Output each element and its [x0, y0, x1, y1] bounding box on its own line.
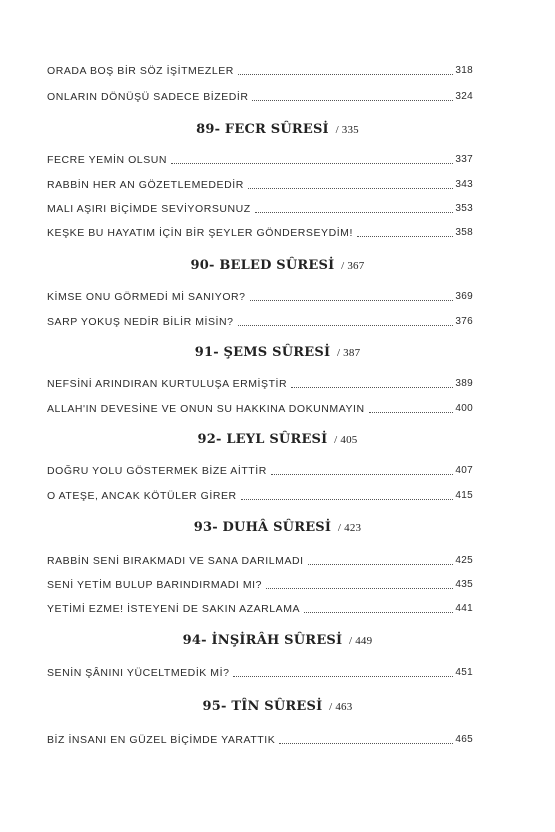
entry-page-number: 465 — [455, 734, 473, 745]
toc-entry — [47, 62, 473, 78]
entry-page-number: 451 — [455, 667, 473, 678]
toc-entry — [47, 151, 473, 167]
dot-leader — [271, 474, 454, 475]
entry-title: ORADA BOŞ BİR SÖZ İŞİTMEZLER — [47, 65, 234, 77]
dot-leader — [233, 676, 453, 677]
toc-entry — [47, 200, 473, 216]
dot-leader — [241, 499, 454, 500]
toc-entry — [47, 600, 473, 616]
section-page-number: / 449 — [349, 635, 373, 647]
section-heading — [0, 699, 555, 714]
toc-entry — [47, 88, 473, 104]
entry-title: ONLARIN DÖNÜŞÜ SADECE BİZEDİR — [47, 91, 249, 103]
toc-entry — [47, 224, 473, 240]
dot-leader — [357, 236, 453, 237]
entry-title: YETİMİ EZME! İSTEYENİ DE SAKIN AZARLAMA — [47, 603, 301, 615]
entry-page-number: 324 — [455, 91, 473, 102]
entry-page-number: 407 — [455, 465, 473, 476]
section-title: 91- ŞEMS SÛRESİ — [194, 345, 331, 360]
section-heading — [0, 345, 555, 360]
toc-entry — [47, 375, 473, 391]
entry-page-number: 318 — [455, 65, 473, 76]
entry-title: ALLAH'IN DEVESİNE VE ONUN SU HAKKINA DOKUNMAYIN — [47, 403, 365, 415]
toc-entry — [47, 487, 473, 503]
section-heading — [0, 122, 555, 137]
section-page-number: / 387 — [336, 347, 361, 359]
toc-entry — [47, 313, 473, 329]
section-title: 95- TÎN SÛRESİ — [202, 699, 323, 714]
entry-page-number: 441 — [455, 603, 473, 614]
dot-leader — [171, 163, 453, 164]
section-title: 92- LEYL SÛRESİ — [197, 432, 328, 447]
dot-leader — [308, 564, 454, 565]
entry-page-number: 343 — [455, 179, 473, 190]
entry-title: RABBİN SENİ BIRAKMADI VE SANA DARILMADI — [47, 555, 304, 567]
section-heading — [0, 633, 555, 648]
entry-page-number: 415 — [455, 490, 473, 501]
dot-leader — [250, 300, 454, 301]
dot-leader — [248, 188, 454, 189]
toc-entry — [47, 731, 473, 747]
toc-entry — [47, 288, 473, 304]
entry-page-number: 337 — [455, 154, 473, 165]
section-title: 89- FECR SÛRESİ — [196, 122, 329, 137]
entry-page-number: 400 — [455, 403, 473, 414]
section-page-number: / 423 — [337, 522, 362, 534]
toc-entry — [47, 400, 473, 416]
entry-page-number: 369 — [455, 291, 473, 302]
dot-leader — [369, 412, 454, 413]
entry-title: KEŞKE BU HAYATIM İÇİN BİR ŞEYLER GÖNDERSEYDİM! — [47, 227, 353, 239]
section-page-number: / 463 — [329, 701, 353, 713]
entry-title: NEFSİNİ ARINDIRAN KURTULUŞA ERMİŞTİR — [47, 378, 288, 390]
dot-leader — [238, 74, 453, 75]
section-page-number: / 405 — [334, 434, 358, 446]
entry-page-number: 435 — [455, 579, 473, 590]
entry-title: RABBİN HER AN GÖZETLEMEDEDİR — [47, 179, 244, 191]
section-heading — [0, 432, 555, 447]
entry-title: O ATEŞE, ANCAK KÖTÜLER GİRER — [47, 490, 237, 502]
toc-entry — [47, 552, 473, 568]
toc-entry — [47, 462, 473, 478]
dot-leader — [238, 325, 454, 326]
dot-leader — [252, 100, 453, 101]
section-page-number: / 367 — [341, 260, 365, 272]
section-page-number: / 335 — [335, 124, 359, 136]
dot-leader — [304, 612, 453, 613]
entry-title: MALI AŞIRI BİÇİMDE SEVİYORSUNUZ — [47, 203, 251, 215]
section-heading — [0, 520, 555, 535]
entry-title: BİZ İNSANI EN GÜZEL BİÇİMDE YARATTIK — [47, 734, 276, 746]
entry-title: FECRE YEMİN OLSUN — [47, 154, 168, 166]
toc-entry — [47, 176, 473, 192]
section-title: 90- BELED SÛRESİ — [190, 258, 335, 273]
entry-title: SARP YOKUŞ NEDİR BİLİR MİSİN? — [47, 316, 234, 328]
entry-page-number: 376 — [455, 316, 473, 327]
section-heading — [0, 258, 555, 273]
section-title: 93- DUHÂ SÛRESİ — [193, 520, 332, 535]
entry-title: SENİ YETİM BULUP BARINDIRMADI MI? — [47, 579, 262, 591]
dot-leader — [279, 743, 453, 744]
entry-page-number: 358 — [455, 227, 473, 238]
entry-page-number: 389 — [455, 378, 473, 389]
entry-title: DOĞRU YOLU GÖSTERMEK BİZE AİTTİR — [47, 465, 267, 477]
dot-leader — [266, 588, 453, 589]
entry-title: SENİN ŞÂNINI YÜCELTMEDİK Mİ? — [47, 667, 230, 679]
toc-entry — [47, 576, 473, 592]
entry-page-number: 425 — [455, 555, 473, 566]
section-title: 94- İNŞİRÂH SÛRESİ — [182, 633, 343, 648]
dot-leader — [291, 387, 453, 388]
dot-leader — [255, 212, 454, 213]
toc-entry — [47, 664, 473, 680]
entry-page-number: 353 — [455, 203, 473, 214]
entry-title: KİMSE ONU GÖRMEDİ Mİ SANIYOR? — [47, 291, 246, 303]
